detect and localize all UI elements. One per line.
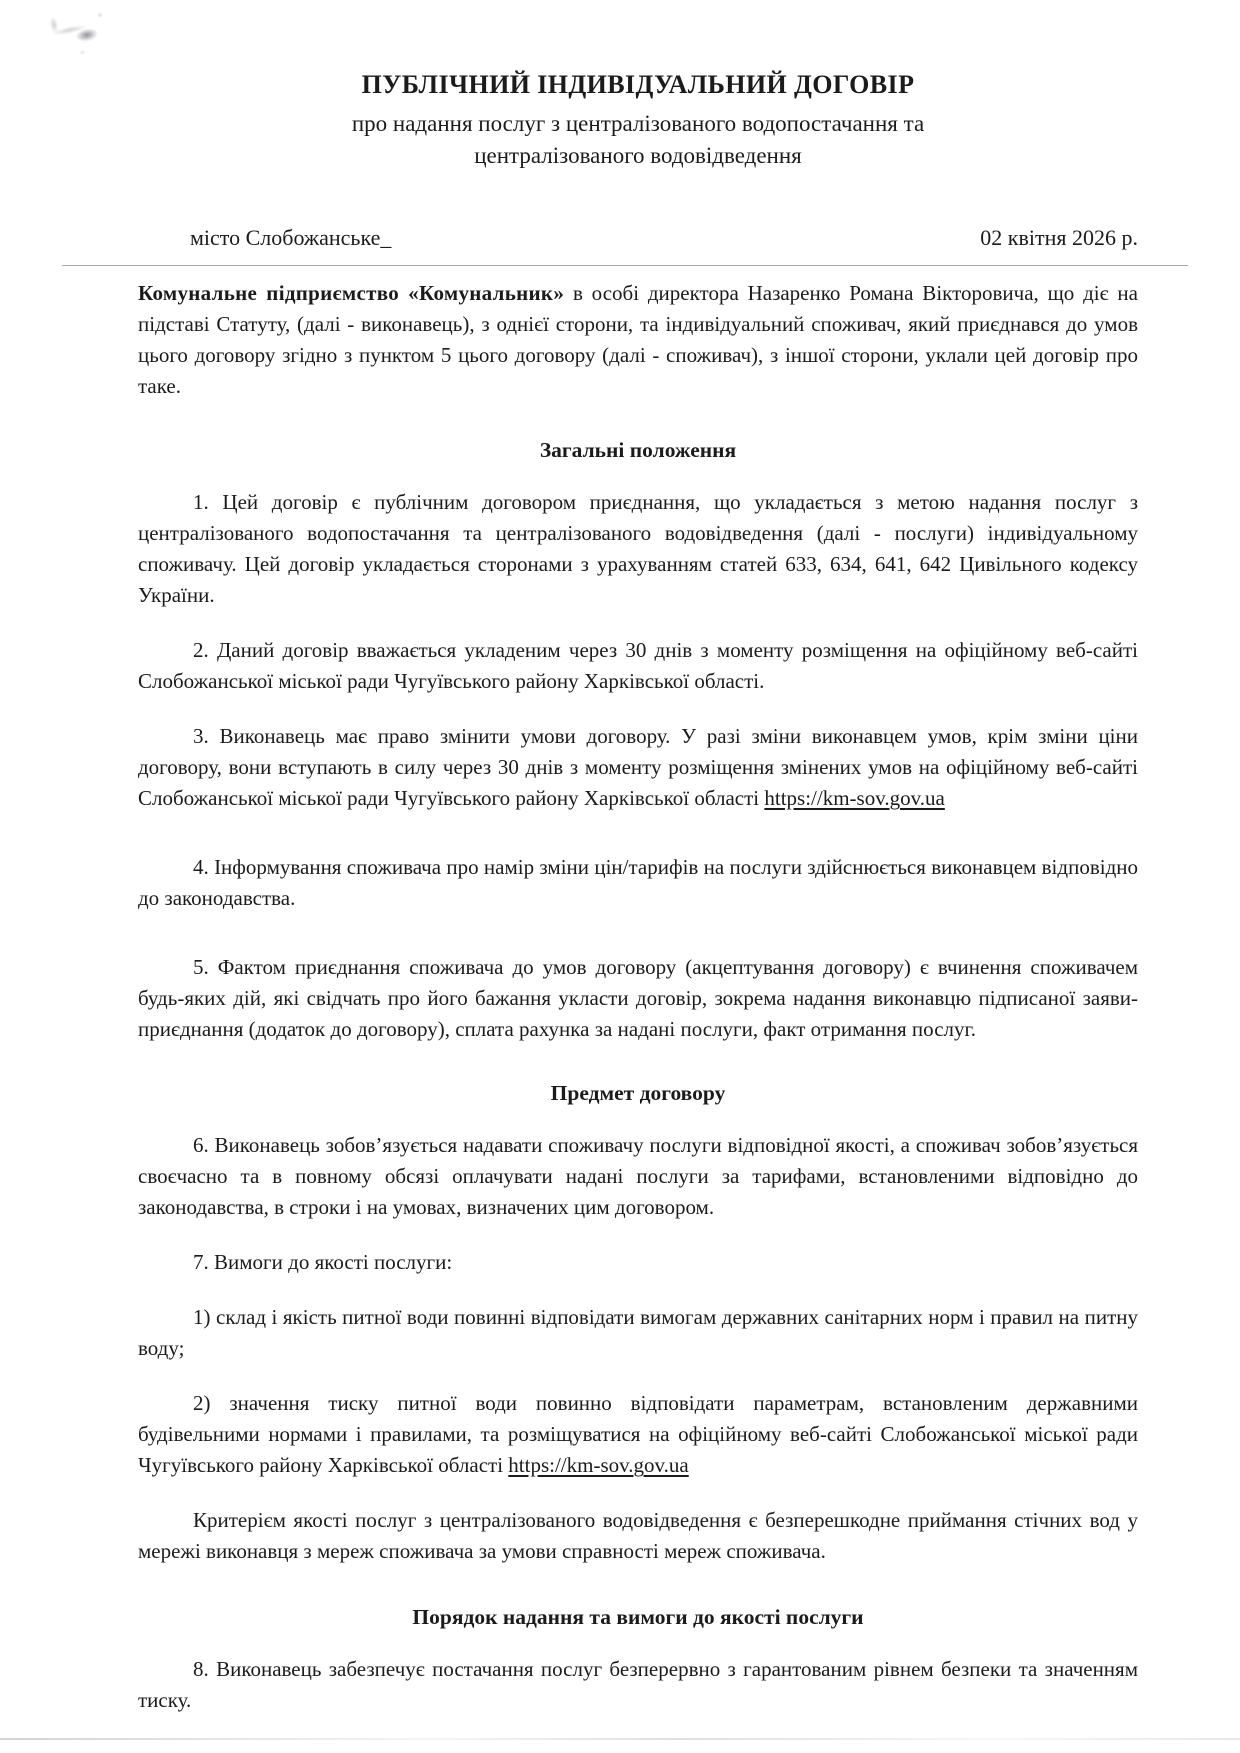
clause-6: 6. Виконавець зобов’язується надавати споживачу послуги відповідної якості, а споживач зобов’язується своєчасно та в повному обсязі оплачувати надані послуги за тарифами, встановленими відповідно до законодавства, в строки і на умовах, визначених цим договором. bbox=[138, 1133, 1138, 1220]
section-heading-subject: Предмет договору bbox=[550, 1081, 726, 1106]
place-date-row bbox=[138, 225, 1138, 251]
intro-paragraph bbox=[138, 278, 1138, 402]
document-title: ПУБЛІЧНИЙ ІНДИВІДУАЛЬНИЙ ДОГОВІР bbox=[361, 70, 915, 99]
section-heading-general: Загальні положення bbox=[539, 438, 737, 463]
clause-5: 5. Фактом приєднання споживача до умов договору (акцептування договору) є вчинення споживачем будь-яких дій, які свідчать про його бажання укласти договір, зокрема надання виконавцю підписаної заяви-приєднання (додаток до договору), сплата рахунка за надані послуги, факт отримання послуг. bbox=[138, 955, 1138, 1042]
intro-text: в особі директора Назаренко Романа Вікторовича, що діє на підставі Статуту, (далі - виконавець), з однієї сторони, та індивідуальний споживач, який приєднався до умов цього договору згідно з пунктом 5 цього договору (далі - споживач), з іншої сторони, уклали цей договір про таке. bbox=[138, 281, 1138, 399]
clause-4: 4. Інформування споживача про намір зміни цін/тарифів на послуги здійснюється виконавцем відповідно до законодавства. bbox=[138, 855, 1138, 911]
document-date: 02 квітня 2026 р. bbox=[980, 225, 1138, 251]
clause-7-2-text: 2) значення тиску питної води повинно відповідати параметрам, встановленим державними будівельними нормами і правилами, та розміщуватися на офіційному веб-сайті Слобожанської міської ради Чугуївського району Харківської області bbox=[138, 1391, 1138, 1478]
subtitle-line-1: про надання послуг з централізованого водопостачання та bbox=[351, 111, 925, 136]
clause-7-2 bbox=[138, 1388, 1138, 1481]
clause-3 bbox=[138, 721, 1138, 814]
clause-2: 2. Даний договір вважається укладеним через 30 днів з моменту розміщення на офіційному веб-сайті Слобожанської міської ради Чугуївського району Харківської області. bbox=[138, 638, 1138, 694]
executor-name-bold: Комунальне підприємство «Комунальник» bbox=[138, 281, 565, 306]
clause-1: 1. Цей договір є публічним договором приєднання, що укладається з метою надання послуг з централізованого водопостачання та централізованого водовідведення (далі - послуги) індивідуальному споживачу. Цей договір укладається сторонами з урахуванням статей 633, 634, 641, 642 Цивільного кодексу України. bbox=[138, 490, 1138, 608]
clause-3-text: 3. Виконавець має право змінити умови договору. У разі зміни виконавцем умов, крім зміни ціни договору, вони вступають в силу через 30 днів з моменту розміщення змінених умов на офіційному веб-сайті Слобожанської міської ради Чугуївського району Харківської області bbox=[138, 724, 1138, 811]
document-place: місто Слобожанське_ bbox=[190, 225, 392, 251]
separator-line bbox=[62, 265, 1188, 266]
clause-7: 7. Вимоги до якості послуги: bbox=[193, 1250, 453, 1275]
clause-7-1: 1) склад і якість питної води повинні відповідати вимогам державних санітарних норм і правил на питну воду; bbox=[138, 1305, 1138, 1361]
scan-edge-artifact bbox=[0, 1738, 1240, 1740]
website-link-2[interactable]: https://km-sov.gov.ua bbox=[508, 1453, 689, 1478]
clause-8: 8. Виконавець забезпечує постачання послуг безперервно з гарантованим рівнем безпеки та значенням тиску. bbox=[138, 1657, 1138, 1713]
criteria-paragraph: Критерієм якості послуг з централізованого водовідведення є безперешкодне приймання стічних вод у мережі виконавця з мереж споживача за умови справності мереж споживача. bbox=[138, 1508, 1138, 1564]
document-subtitle bbox=[138, 108, 1138, 171]
website-link[interactable]: https://km-sov.gov.ua bbox=[764, 786, 945, 811]
section-heading-order: Порядок надання та вимоги до якості послуги bbox=[412, 1605, 864, 1630]
subtitle-line-2: централізованого водовідведення bbox=[474, 142, 802, 168]
